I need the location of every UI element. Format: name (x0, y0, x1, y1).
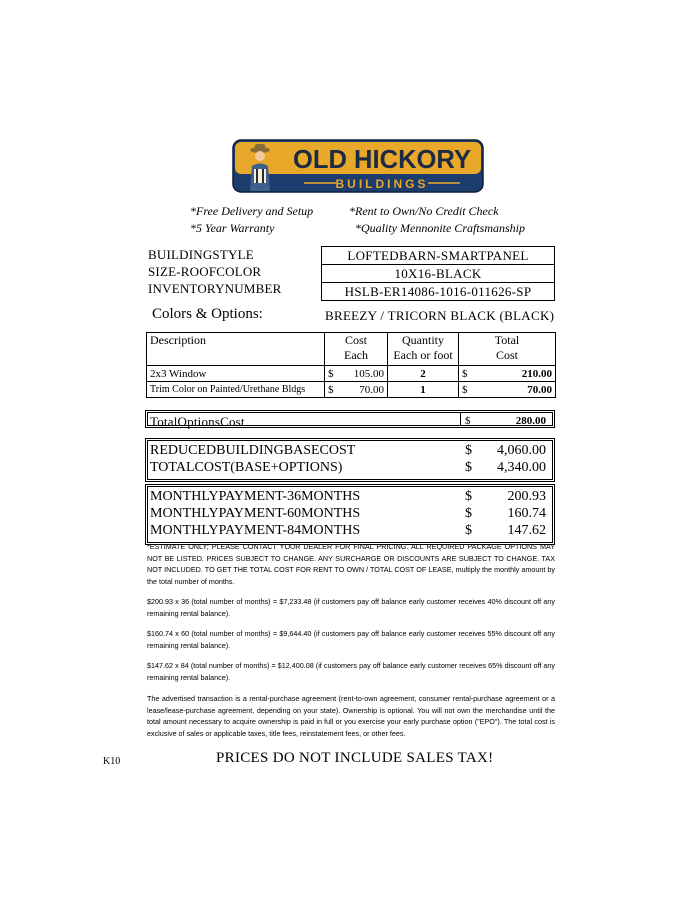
colors-options-value: BREEZY / TRICORN BLACK (BLACK) (325, 308, 555, 323)
calc-36-note: $200.93 x 36 (total number of months) = $7,233.48 (if customers pay off balance early customer receives 40% discount off any remaining rental balance). (147, 597, 555, 618)
header-total-cost: Total Cost (459, 333, 556, 366)
row-description: Trim Color on Painted/Urethane Bldgs (147, 382, 325, 398)
row-quantity: 1 (388, 382, 459, 398)
payment-60-line: MONTHLYPAYMENT-60MONTHS $ 160.74 (150, 506, 546, 521)
payment-36-label: MONTHLYPAYMENT-36MONTHS (150, 489, 361, 504)
row-cost-each: $ 70.00 (325, 382, 388, 398)
perk-rent-to-own: *Rent to Own/No Credit Check (349, 204, 499, 218)
old-hickory-logo (232, 139, 484, 193)
table-row (147, 382, 556, 398)
payment-84-amount: 147.62 (507, 523, 546, 538)
total-options-cost-label: TotalOptionsCost (150, 414, 245, 429)
building-style-value: LOFTEDBARN-SMARTPANEL (322, 247, 554, 265)
total-options-dollar: $ (465, 415, 471, 427)
logo-sub-name: BUILDINGS (335, 177, 429, 191)
total-options-cost-amount: 280.00 (515, 415, 546, 427)
row-description: 2x3 Window (147, 366, 325, 382)
monthly-payments-box (145, 484, 555, 545)
logo-brand-name: OLD HICKORY (293, 144, 471, 174)
payment-84-label: MONTHLYPAYMENT-84MONTHS (150, 523, 361, 538)
perk-craftsmanship: *Quality Mennonite Craftsmanship (355, 221, 525, 235)
payment-36-amount: 200.93 (507, 489, 546, 504)
options-table-header (147, 333, 556, 366)
page-code: K10 (103, 756, 121, 767)
size-roof-color-label: SIZE-ROOFCOLOR (148, 264, 262, 279)
perk-warranty: *5 Year Warranty (190, 221, 275, 235)
options-table (146, 332, 556, 398)
size-roof-color-value: 10X16-BLACK (322, 265, 554, 283)
reduced-base-cost-amount: 4,060.00 (497, 443, 546, 458)
row-total: $ 210.00 (459, 366, 556, 382)
reduced-base-cost-line: REDUCEDBUILDINGBASECOST $ 4,060.00 (150, 443, 546, 458)
payment-84-line: MONTHLYPAYMENT-84MONTHS $ 147.62 (150, 523, 546, 538)
header-cost-each: Cost Each (325, 333, 388, 366)
total-cost-label: TOTALCOST(BASE+OPTIONS) (150, 460, 343, 475)
calc-84-note: $147.62 x 84 (total number of months) = $12,400.08 (if customers pay off balance early customer receives 65% discount off any remaining rental balance). (147, 661, 555, 682)
total-cost-line: TOTALCOST(BASE+OPTIONS) $ 4,340.00 (150, 460, 546, 475)
table-row (147, 366, 556, 382)
payment-36-line: MONTHLYPAYMENT-36MONTHS $ 200.93 (150, 489, 546, 504)
total-options-cost-box (145, 410, 555, 428)
header-quantity: Quantity Each or foot (388, 333, 459, 366)
rental-purchase-disclaimer: The advertised transaction is a rental-purchase agreement (rent-to-own agreement, consumer rental-purchase agreement or a lease/lease-purchase agreement, depending on your state). Ownership is optional. You will not own the merchandise until the total amount necessary to acquire ownership is paid in full or you exercise your early purchase option ("EPO"). The total cost is exclusive of sales or applicable taxes, title fees, reinstatement fees, or other fees. (147, 694, 555, 738)
row-quantity: 2 (388, 366, 459, 382)
building-info-box (321, 246, 555, 301)
reduced-base-cost-label: REDUCEDBUILDINGBASECOST (150, 443, 356, 458)
sales-tax-notice: PRICES DO NOT INCLUDE SALES TAX! (216, 750, 494, 766)
inventory-number-label: INVENTORYNUMBER (148, 281, 282, 296)
estimate-disclaimer: *ESTIMATE ONLY; PLEASE CONTACT YOUR DEALER FOR FINAL PRICING. ALL REQUIRED PACKAGE OPTIONS MAY NOT BE LISTED. PRICES SUBJECT TO CHANGE. ANY SURCHARGE OR DISCOUNTS ARE SUBJECT TO CHANGE. TAX NOT INCLUDED. TO GET THE TOTAL COST FOR RENT TO OWN / TOTAL COST OF LEASE, multiply the monthly amount by the total number of months. (147, 542, 555, 586)
payment-60-amount: 160.74 (507, 506, 546, 521)
building-style-label: BUILDINGSTYLE (148, 247, 254, 262)
inventory-number-value: HSLB-ER14086-1016-011626-SP (322, 283, 554, 301)
total-cost-amount: 4,340.00 (497, 460, 546, 475)
row-total: $ 70.00 (459, 382, 556, 398)
payment-60-label: MONTHLYPAYMENT-60MONTHS (150, 506, 361, 521)
row-cost-each: $ 105.00 (325, 366, 388, 382)
farmer-mascot-icon (250, 144, 270, 191)
header-description: Description (147, 333, 325, 366)
perk-free-delivery: *Free Delivery and Setup (190, 204, 314, 218)
calc-60-note: $160.74 x 60 (total number of months) = $9,644.40 (if customers pay off balance early customer receives 55% discount off any remaining rental balance). (147, 629, 555, 650)
colors-options-label: Colors & Options: (152, 306, 263, 322)
cost-summary-box (145, 438, 555, 482)
